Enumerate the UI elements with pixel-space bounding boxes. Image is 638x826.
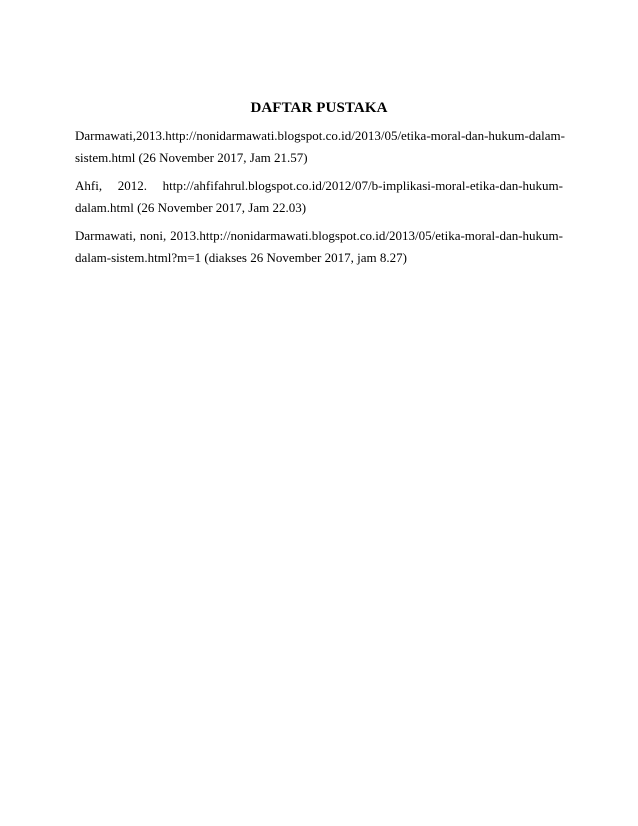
reference-line (75, 125, 563, 147)
reference-url: 2013.http://nonidarmawati.blogspot.co.id/2013/05/etika-moral-dan-hukum- (170, 228, 563, 243)
reference-line (75, 175, 563, 197)
reference-author: Darmawati, (75, 128, 137, 143)
reference-line-continuation: sistem.html (26 November 2017, Jam 21.57) (75, 150, 308, 165)
reference-url: http://nonidarmawati.blogspot.co.id/2013/05/etika-moral-dan-hukum-dalam- (165, 128, 565, 143)
reference-url: http://ahfifahrul.blogspot.co.id/2012/07/b-implikasi-moral-etika-dan-hukum- (162, 178, 563, 193)
reference-entry (75, 175, 563, 219)
reference-year: 2013. (136, 128, 166, 143)
reference-line (75, 225, 563, 247)
reference-year: 2012. (117, 178, 147, 193)
reference-line-continuation: dalam.html (26 November 2017, Jam 22.03) (75, 200, 307, 215)
reference-entry (75, 125, 563, 169)
reference-author: Darmawati, (75, 228, 137, 243)
reference-entry (75, 225, 563, 269)
reference-author-name: noni, (139, 228, 167, 243)
page-title: DAFTAR PUSTAKA (250, 100, 388, 116)
reference-author: Ahfi, (75, 178, 103, 193)
reference-list (75, 125, 563, 275)
reference-line-continuation: dalam-sistem.html?m=1 (diakses 26 November 2017, jam 8.27) (75, 250, 407, 265)
